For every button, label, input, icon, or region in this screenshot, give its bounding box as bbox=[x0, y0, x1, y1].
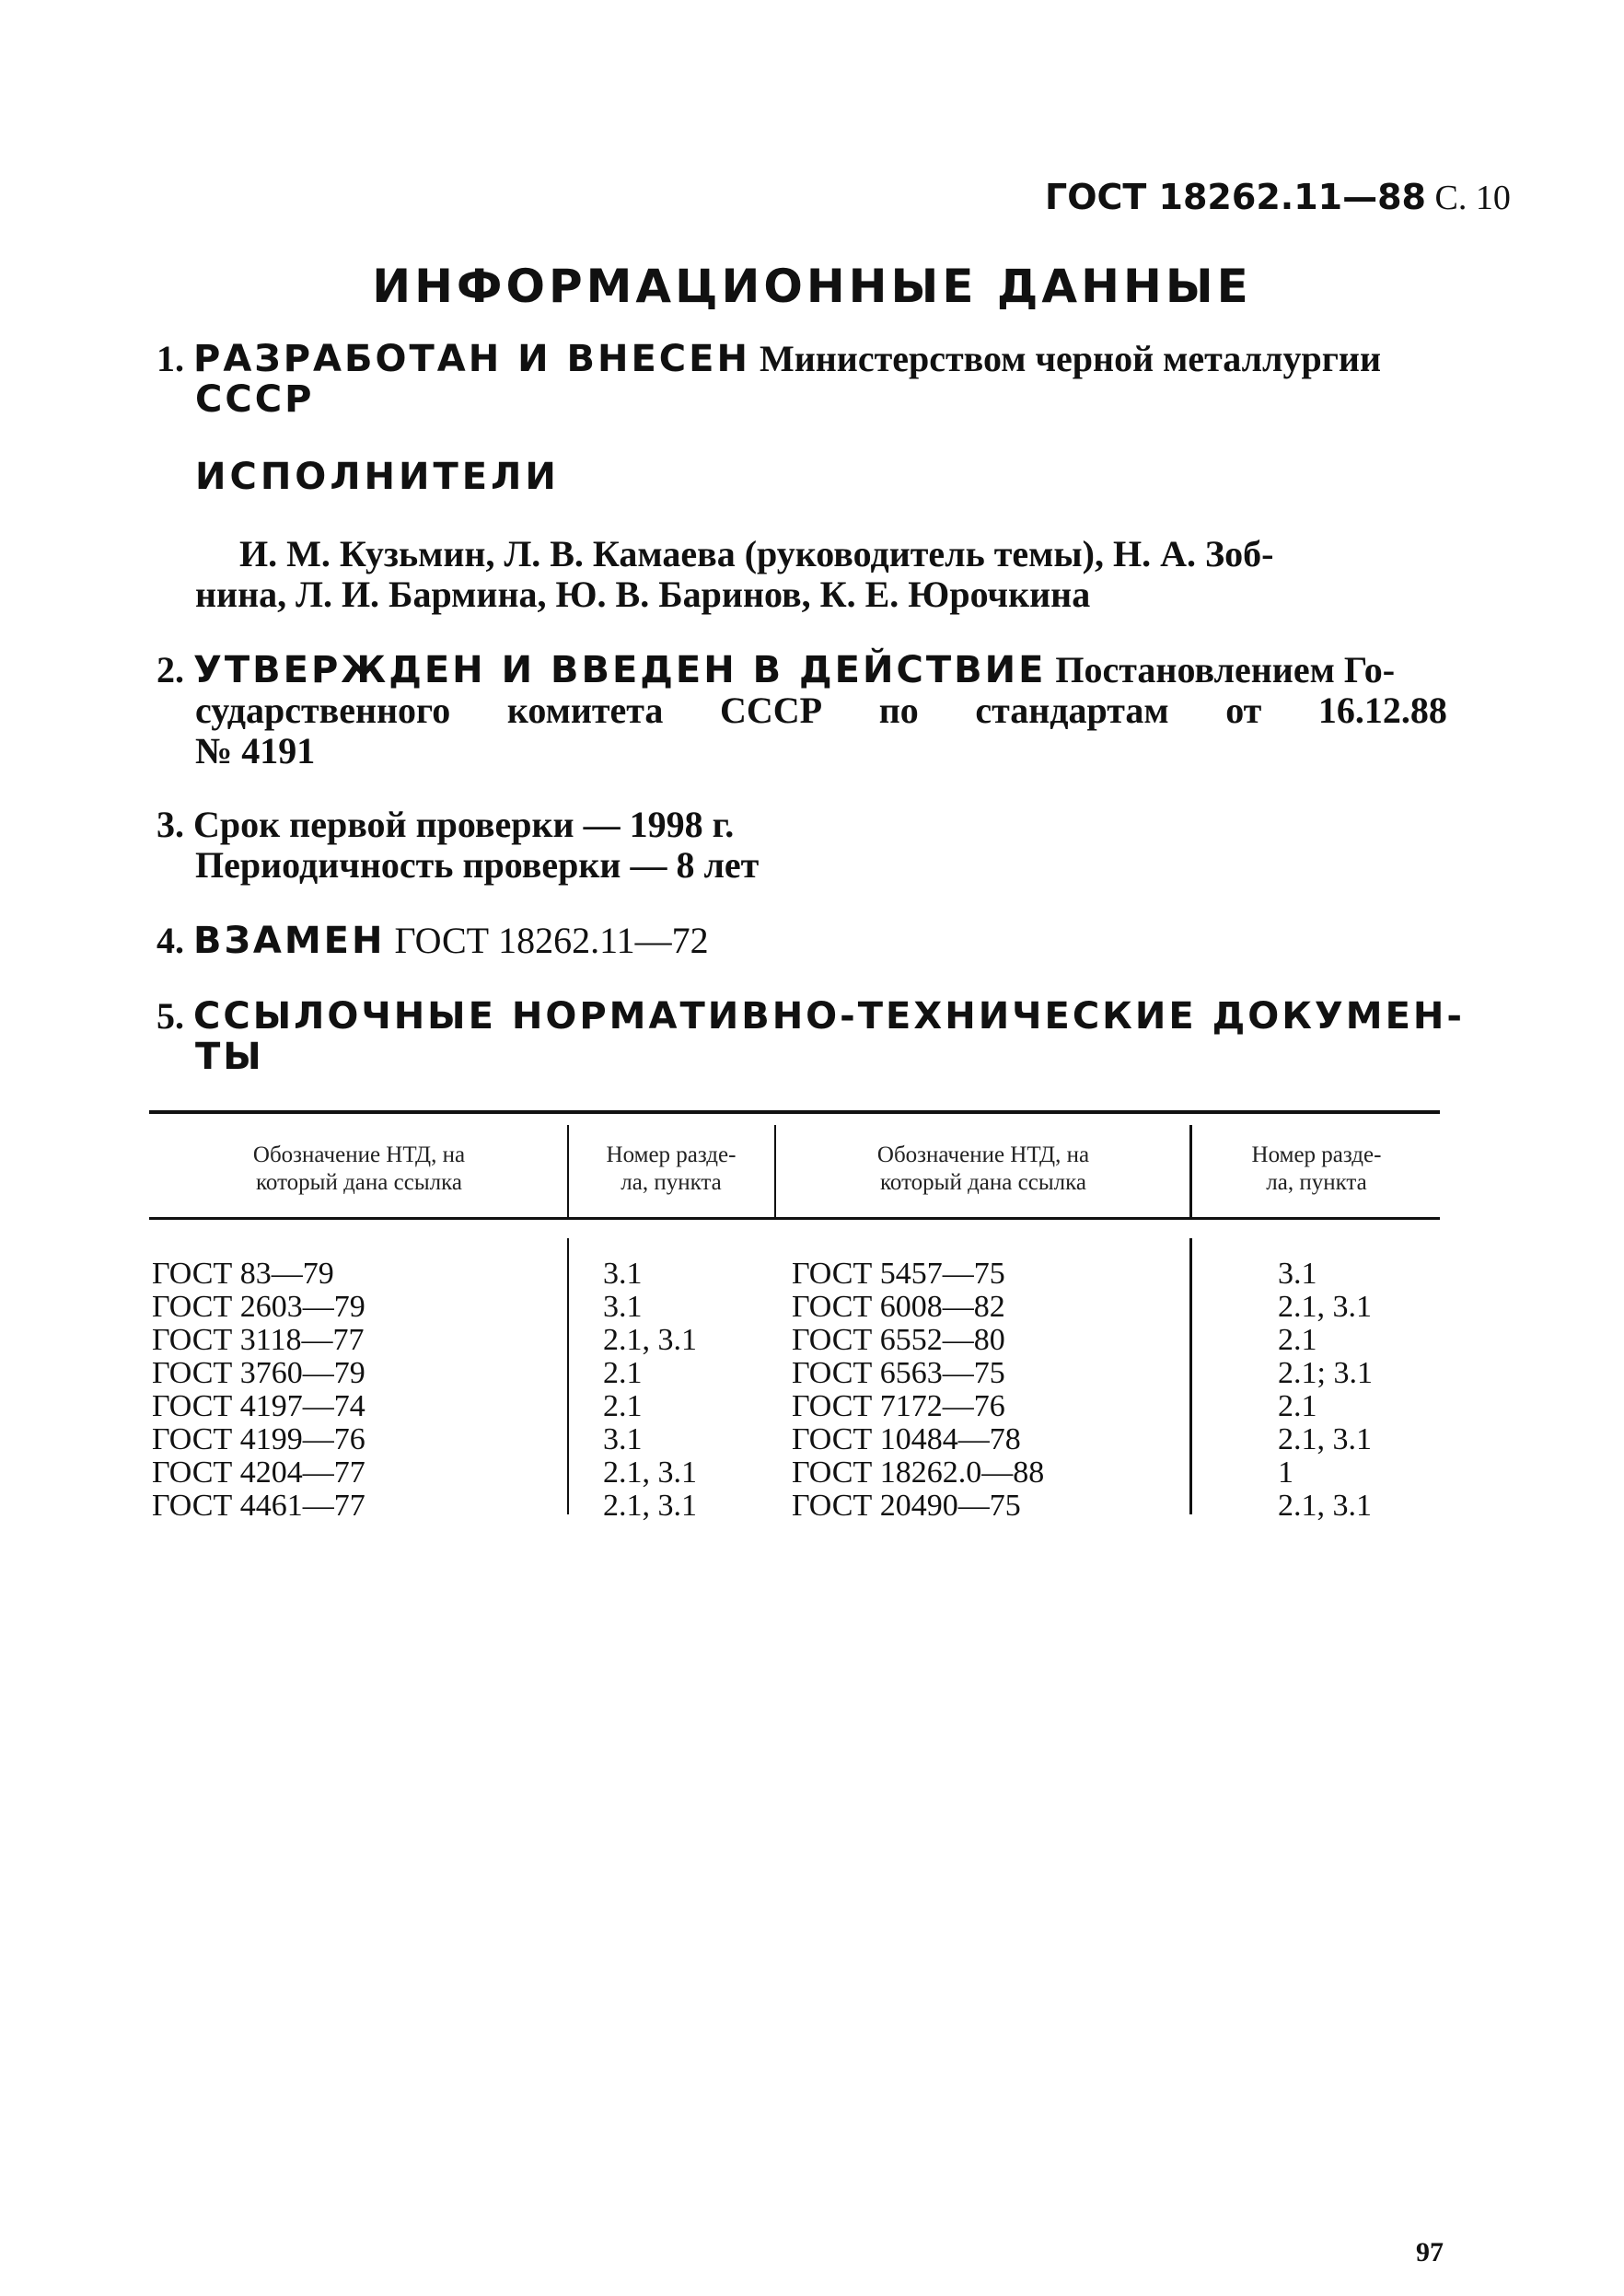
section-2-text: Постановлением Го- bbox=[1055, 649, 1396, 690]
section-4-line bbox=[157, 921, 709, 961]
performers-line1 bbox=[239, 534, 1273, 574]
table-cell-ref: 2.1, 3.1 bbox=[1278, 1290, 1372, 1324]
section-2-number: 2. bbox=[157, 649, 184, 690]
section-4-caps: ВЗАМЕН bbox=[193, 920, 386, 962]
running-header bbox=[1045, 177, 1511, 218]
table-header-col3 bbox=[781, 1142, 1186, 1197]
header-line: ла, пункта bbox=[1266, 1170, 1367, 1195]
table-cell-ref: 2.1, 3.1 bbox=[1278, 1489, 1372, 1523]
table-cell-ref: 2.1 bbox=[1278, 1389, 1317, 1423]
page-title: ИНФОРМАЦИОННЫЕ ДАННЫЕ bbox=[372, 260, 1252, 313]
performers-names-b: Н. А. Зоб- bbox=[1112, 533, 1274, 574]
page-label: С. 10 bbox=[1434, 179, 1511, 217]
section-1-text: Министерством черной металлургии bbox=[759, 338, 1381, 379]
section-5-caps: ССЫЛОЧНЫЕ НОРМАТИВНО-ТЕХНИЧЕСКИЕ ДОКУМЕН- bbox=[193, 995, 1465, 1038]
table-cell-ref: 3.1 bbox=[603, 1257, 643, 1291]
table-cell-doc: ГОСТ 3760—79 bbox=[152, 1356, 365, 1390]
table-cell-ref: 2.1 bbox=[1278, 1323, 1317, 1357]
table-cell-ref: 2.1 bbox=[603, 1356, 643, 1390]
header-line: ла, пункта bbox=[621, 1170, 722, 1195]
table-cell-doc: ГОСТ 7172—76 bbox=[792, 1389, 1005, 1423]
table-cell-ref: 3.1 bbox=[603, 1422, 643, 1456]
section-3-number: 3. bbox=[157, 804, 184, 845]
table-cell-ref: 3.1 bbox=[603, 1290, 643, 1324]
table-cell-doc: ГОСТ 6552—80 bbox=[792, 1323, 1005, 1357]
header-line: который дана ссылка bbox=[880, 1170, 1086, 1195]
section-2-line3: № 4191 bbox=[195, 730, 316, 771]
section-2-word: сударственного bbox=[195, 690, 451, 731]
table-header-rule bbox=[149, 1217, 1440, 1220]
section-3-line1 bbox=[157, 805, 734, 845]
column-divider bbox=[567, 1238, 569, 1514]
section-2-line2 bbox=[195, 690, 1447, 731]
column-divider bbox=[567, 1125, 569, 1217]
table-cell-ref: 2.1, 3.1 bbox=[603, 1323, 697, 1357]
column-divider bbox=[1189, 1238, 1192, 1514]
table-cell-doc: ГОСТ 4461—77 bbox=[152, 1489, 365, 1523]
table-cell-doc: ГОСТ 6008—82 bbox=[792, 1290, 1005, 1324]
section-4-number: 4. bbox=[157, 920, 184, 961]
section-3-line2: Периодичность проверки — 8 лет bbox=[195, 844, 760, 886]
table-cell-doc: ГОСТ 20490—75 bbox=[792, 1489, 1021, 1523]
table-cell-ref: 2.1, 3.1 bbox=[603, 1455, 697, 1490]
section-5-line2: ТЫ bbox=[195, 1036, 264, 1078]
section-4-text: ГОСТ 18262.11—72 bbox=[394, 920, 709, 961]
section-2-word: от bbox=[1225, 690, 1262, 731]
header-line: Обозначение НТД, на bbox=[252, 1142, 466, 1167]
header-line: который дана ссылка bbox=[256, 1170, 462, 1195]
header-line: Номер разде- bbox=[1251, 1142, 1382, 1167]
section-2-word: 16.12.88 bbox=[1317, 690, 1447, 731]
section-2-line1 bbox=[157, 650, 1395, 690]
standard-code: ГОСТ 18262.11—88 bbox=[1045, 177, 1426, 217]
table-cell-ref: 2.1; 3.1 bbox=[1278, 1356, 1373, 1390]
section-5-line1 bbox=[157, 996, 1465, 1037]
header-line: Обозначение НТД, на bbox=[876, 1142, 1090, 1167]
table-cell-doc: ГОСТ 6563—75 bbox=[792, 1356, 1005, 1390]
table-cell-doc: ГОСТ 3118—77 bbox=[152, 1323, 365, 1357]
table-cell-ref: 3.1 bbox=[1278, 1257, 1317, 1291]
table-cell-doc: ГОСТ 5457—75 bbox=[792, 1257, 1005, 1291]
table-cell-doc: ГОСТ 2603—79 bbox=[152, 1290, 365, 1324]
table-cell-doc: ГОСТ 18262.0—88 bbox=[792, 1455, 1045, 1490]
section-5-number: 5. bbox=[157, 995, 184, 1037]
table-cell-ref: 2.1, 3.1 bbox=[1278, 1422, 1372, 1456]
performers-names-a: И. М. Кузьмин, Л. В. Камаева (руководитель темы), bbox=[239, 533, 1104, 574]
section-2-word: комитета bbox=[506, 690, 664, 731]
section-2-word: по bbox=[878, 690, 919, 731]
section-1-number: 1. bbox=[157, 338, 184, 379]
section-2-word: стандартам bbox=[975, 690, 1169, 731]
column-divider bbox=[774, 1125, 776, 1217]
table-header-col4 bbox=[1197, 1142, 1436, 1197]
table-header-col1 bbox=[157, 1142, 562, 1197]
section-1-line1 bbox=[157, 339, 1381, 379]
table-top-rule bbox=[149, 1110, 1440, 1114]
section-2-word: СССР bbox=[720, 690, 823, 731]
section-1-line2: СССР bbox=[195, 378, 315, 421]
table-cell-ref: 2.1, 3.1 bbox=[603, 1489, 697, 1523]
performers-label: ИСПОЛНИТЕЛИ bbox=[195, 456, 560, 498]
table-cell-doc: ГОСТ 4199—76 bbox=[152, 1422, 365, 1456]
table-cell-doc: ГОСТ 10484—78 bbox=[792, 1422, 1021, 1456]
section-2-caps: УТВЕРЖДЕН И ВВЕДЕН В ДЕЙСТВИЕ bbox=[193, 649, 1047, 691]
column-divider bbox=[1189, 1125, 1192, 1217]
header-line: Номер разде- bbox=[606, 1142, 737, 1167]
table-cell-doc: ГОСТ 4197—74 bbox=[152, 1389, 365, 1423]
performers-line2: нина, Л. И. Бармина, Ю. В. Баринов, К. Е. Юрочкина bbox=[195, 574, 1091, 615]
table-cell-ref: 1 bbox=[1278, 1455, 1293, 1490]
table-cell-doc: ГОСТ 4204—77 bbox=[152, 1455, 365, 1490]
table-cell-doc: ГОСТ 83—79 bbox=[152, 1257, 334, 1291]
table-cell-ref: 2.1 bbox=[603, 1389, 643, 1423]
table-header-col2 bbox=[573, 1142, 770, 1197]
section-1-caps: РАЗРАБОТАН И ВНЕСЕН bbox=[193, 338, 750, 380]
page-number: 97 bbox=[1416, 2237, 1444, 2267]
section-3-text1: Срок первой проверки — 1998 г. bbox=[193, 804, 735, 845]
